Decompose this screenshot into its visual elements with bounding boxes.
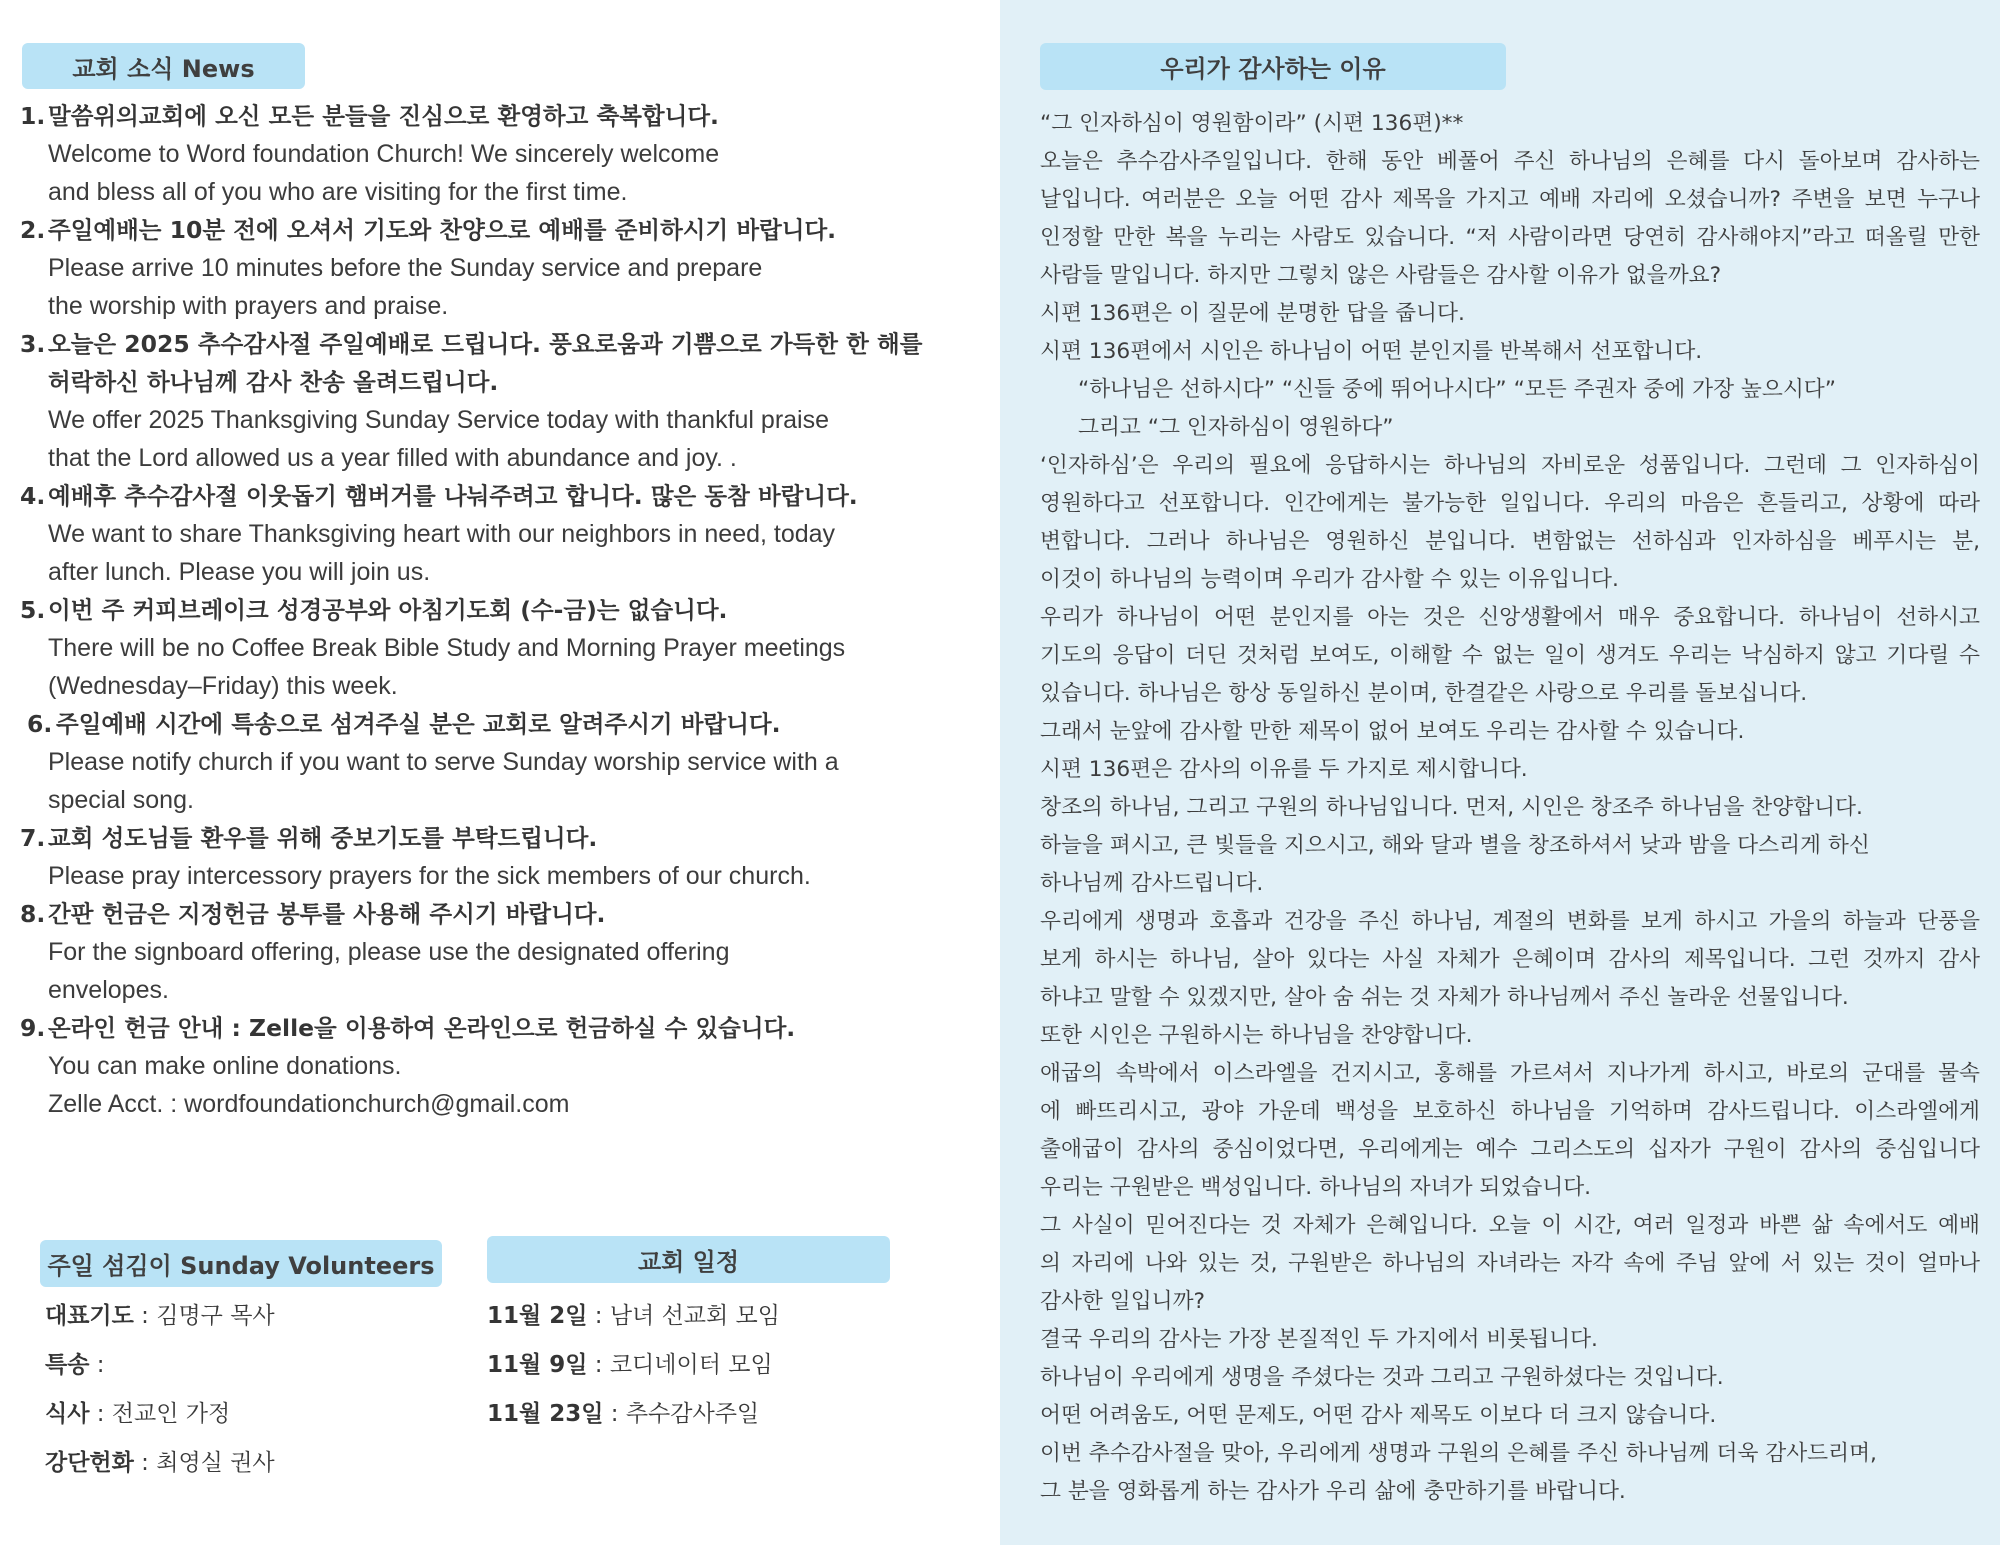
news-item	[20, 97, 980, 211]
news-item-number: 2.	[20, 216, 46, 244]
schedule-heading: 교회 일정	[487, 1236, 890, 1283]
news-list	[20, 97, 980, 1123]
sermon-line: 그리고 “그 인자하심이 영원하다”	[1078, 415, 1394, 440]
sermon-line: 그 분을 영화롭게 하는 감사가 우리 삶에 충만하기를 바랍니다.	[1040, 1479, 1626, 1504]
news-item-korean: 말씀위의교회에 오신 모든 분들을 진심으로 환영하고 축복합니다.	[48, 102, 719, 130]
sermon-line: 하냐고 말할 수 있겠지만, 살아 숨 쉬는 것 자체가 하나님께서 주신 놀라운 선물입니다.	[1040, 985, 1849, 1010]
news-item-number: 6.	[27, 710, 53, 738]
news-item	[20, 211, 980, 325]
news-item-number: 1.	[20, 102, 46, 130]
news-item	[20, 1009, 980, 1123]
sermon-line: 시편 136편에서 시인은 하나님이 어떤 분인지를 반복해서 선포합니다.	[1040, 339, 1703, 364]
volunteers-list	[45, 1292, 275, 1488]
schedule-date: 11월 2일	[487, 1303, 588, 1329]
schedule-event: : 남녀 선교회 모임	[587, 1303, 780, 1329]
sermon-line: 그래서 눈앞에 감사할 만한 제목이 없어 보여도 우리는 감사할 수 있습니다.	[1040, 719, 1745, 744]
news-item	[20, 705, 980, 819]
news-item-english: Please notify church if you want to serve Sunday worship service with a special song.	[48, 748, 839, 814]
volunteer-row	[45, 1439, 275, 1488]
news-item-korean: 온라인 헌금 안내 : Zelle을 이용하여 온라인으로 헌금하실 수 있습니다.	[48, 1014, 796, 1042]
sermon-line: 영원하다고 선포합니다. 인간에게는 불가능한 일입니다. 우리의 마음은 흔들리고, 상황에 따라	[1040, 491, 1980, 516]
news-item	[20, 819, 980, 895]
volunteer-row	[45, 1390, 275, 1439]
sermon-line: 에 빠뜨리시고, 광야 가운데 백성을 보호하신 하나님을 기억하며 감사드립니다. 이스라엘에게	[1040, 1099, 1980, 1124]
sermon-line: 이것이 하나님의 능력이며 우리가 감사할 수 있는 이유입니다.	[1040, 567, 1619, 592]
sermon-line: 하나님이 우리에게 생명을 주셨다는 것과 그리고 구원하셨다는 것입니다.	[1040, 1365, 1724, 1390]
sermon-line: 보게 하시는 하나님, 살아 있다는 사실 자체가 은혜이며 감사의 제목입니다. 그런 것까지 감사	[1040, 947, 1980, 972]
sermon-line: 어떤 어려움도, 어떤 문제도, 어떤 감사 제목도 이보다 더 크지 않습니다.	[1040, 1403, 1717, 1428]
news-item-english: You can make online donations. Zelle Acct. : wordfoundationchurch@gmail.com	[48, 1052, 570, 1118]
volunteer-role: 특송	[45, 1352, 90, 1378]
sermon-line: 감사한 일입니까?	[1040, 1289, 1206, 1314]
schedule-row	[487, 1390, 780, 1439]
sermon-line: 하늘을 펴시고, 큰 빛들을 지으시고, 해와 달과 별을 창조하셔서 낮과 밤을 다스리게 하신	[1040, 833, 1870, 858]
volunteers-heading: 주일 섬김이 Sunday Volunteers	[40, 1240, 442, 1287]
news-item-number: 8.	[20, 900, 46, 928]
volunteer-role: 식사	[45, 1401, 90, 1427]
sermon-line: “하나님은 선하시다” “신들 중에 뛰어나시다” “모든 주권자 중에 가장 높으시다”	[1078, 377, 1836, 402]
sermon-line: 결국 우리의 감사는 가장 본질적인 두 가지에서 비롯됩니다.	[1040, 1327, 1598, 1352]
news-item-english: We offer 2025 Thanksgiving Sunday Service today with thankful praise that the Lord allowed us a year filled with abundance and joy. .	[48, 406, 830, 472]
sermon-line: 시편 136편은 이 질문에 분명한 답을 줍니다.	[1040, 301, 1465, 326]
volunteer-row	[45, 1341, 275, 1390]
sermon-line: 우리가 하나님이 어떤 분인지를 아는 것은 신앙생활에서 매우 중요합니다. 하나님이 선하시고	[1040, 605, 1980, 630]
sermon-line: 우리에게 생명과 호흡과 건강을 주신 하나님, 계절의 변화를 보게 하시고 가을의 하늘과 단풍을	[1040, 909, 1980, 934]
news-item-number: 3.	[20, 330, 46, 358]
volunteer-name: : 전교인 가정	[89, 1401, 231, 1427]
news-item-english: For the signboard offering, please use the designated offering envelopes.	[48, 938, 730, 1004]
news-item-korean: 오늘은 2025 추수감사절 주일예배로 드립니다. 풍요로움과 기쁨으로 가득한 한 해를 허락하신 하나님께 감사 찬송 올려드립니다.	[48, 330, 923, 396]
sermon-line: 날입니다. 여러분은 오늘 어떤 감사 제목을 가지고 예배 자리에 오셨습니까? 주변을 보면 누구나	[1040, 187, 1980, 212]
news-item-korean: 이번 주 커피브레이크 성경공부와 아침기도회 (수-금)는 없습니다.	[48, 596, 728, 624]
sermon-line: 변합니다. 그러나 하나님은 영원하신 분입니다. 변함없는 선하심과 인자하심을 베푸시는 분,	[1040, 529, 1980, 554]
news-item-english: There will be no Coffee Break Bible Study and Morning Prayer meetings (Wednesday–Friday) this week.	[48, 634, 846, 700]
sermon-line: 또한 시인은 구원하시는 하나님을 찬양합니다.	[1040, 1023, 1473, 1048]
sermon-line: 사람들 말입니다. 하지만 그렇치 않은 사람들은 감사할 이유가 없을까요?	[1040, 263, 1722, 288]
sermon-line: 의 자리에 나와 있는 것, 구원받은 하나님의 자녀라는 자각 속에 주님 앞에 서 있는 것이 얼마나	[1040, 1251, 1980, 1276]
sermon-line: 인정할 만한 복을 누리는 사람도 있습니다. “저 사람이라면 당연히 감사해야지”라고 떠올릴 만한	[1040, 225, 1980, 250]
sermon-line: 우리는 구원받은 백성입니다. 하나님의 자녀가 되었습니다.	[1040, 1175, 1592, 1200]
sermon-line: ‘인자하심’은 우리의 필요에 응답하시는 하나님의 자비로운 성품입니다. 그런데 그 인자하심이	[1040, 453, 1980, 478]
schedule-date: 11월 9일	[487, 1352, 588, 1378]
sermon-line: 있습니다. 하나님은 항상 동일하신 분이며, 한결같은 사랑으로 우리를 돌보십니다.	[1040, 681, 1808, 706]
sermon-line: 창조의 하나님, 그리고 구원의 하나님입니다. 먼저, 시인은 창조주 하나님을 찬양합니다.	[1040, 795, 1863, 820]
sermon-line: 하나님께 감사드립니다.	[1040, 871, 1264, 896]
sermon-line: 시편 136편은 감사의 이유를 두 가지로 제시합니다.	[1040, 757, 1528, 782]
volunteer-row	[45, 1292, 275, 1341]
volunteer-role: 강단헌화	[45, 1450, 134, 1476]
volunteer-name: : 김명구 목사	[133, 1303, 275, 1329]
sermon-line: 출애굽이 감사의 중심이었다면, 우리에게는 예수 그리스도의 십자가 구원이 감사의 중심입니다	[1040, 1137, 1980, 1162]
sermon-line: 기도의 응답이 더딘 것처럼 보여도, 이해할 수 없는 일이 생겨도 우리는 낙심하지 않고 기다릴 수	[1040, 643, 1980, 668]
news-item	[20, 895, 980, 1009]
news-item-number: 7.	[20, 824, 46, 852]
schedule-list	[487, 1292, 780, 1439]
news-item-english: We want to share Thanksgiving heart with our neighbors in need, today after lunch. Please you will join us.	[48, 520, 836, 586]
news-item-english: Please arrive 10 minutes before the Sunday service and prepare the worship with prayers and praise.	[48, 254, 763, 320]
sermon-line: 오늘은 추수감사주일입니다. 한해 동안 베풀어 주신 하나님의 은혜를 다시 돌아보며 감사하는	[1040, 149, 1980, 174]
news-item	[20, 477, 980, 591]
news-item-korean: 간판 헌금은 지정헌금 봉투를 사용해 주시기 바랍니다.	[48, 900, 606, 928]
news-item-english: Please pray intercessory prayers for the sick members of our church.	[48, 862, 811, 890]
news-item	[20, 325, 980, 477]
sermon-body	[1040, 105, 1980, 1511]
news-item-korean: 예배후 추수감사절 이웃돕기 햄버거를 나눠주려고 합니다. 많은 동참 바랍니다.	[48, 482, 858, 510]
schedule-row	[487, 1292, 780, 1341]
news-heading: 교회 소식 News	[22, 43, 305, 89]
news-item-english: Welcome to Word foundation Church! We sincerely welcome and bless all of you who are visiting for the first time.	[48, 140, 720, 206]
news-item-korean: 주일예배 시간에 특송으로 섬겨주실 분은 교회로 알려주시기 바랍니다.	[56, 710, 781, 738]
schedule-row	[487, 1341, 780, 1390]
volunteer-role: 대표기도	[45, 1303, 134, 1329]
schedule-event: : 추수감사주일	[603, 1401, 760, 1427]
news-item-number: 9.	[20, 1014, 46, 1042]
news-item-korean: 주일예배는 10분 전에 오셔서 기도와 찬양으로 예배를 준비하시기 바랍니다.	[48, 216, 837, 244]
news-item-number: 5.	[20, 596, 46, 624]
sermon-line: “그 인자하심이 영원함이라” (시편 136편)**	[1040, 111, 1464, 136]
sermon-heading: 우리가 감사하는 이유	[1040, 43, 1506, 90]
schedule-date: 11월 23일	[487, 1401, 604, 1427]
sermon-line: 이번 추수감사절을 맞아, 우리에게 생명과 구원의 은혜를 주신 하나님께 더욱 감사드리며,	[1040, 1441, 1877, 1466]
volunteer-name: : 최영실 권사	[133, 1450, 275, 1476]
sermon-line: 그 사실이 믿어진다는 것 자체가 은혜입니다. 오늘 이 시간, 여러 일정과 바쁜 삶 속에서도 예배	[1040, 1213, 1980, 1238]
schedule-event: : 코디네이터 모임	[587, 1352, 773, 1378]
news-item-korean: 교회 성도님들 환우를 위해 중보기도를 부탁드립니다.	[48, 824, 598, 852]
volunteer-name: :	[89, 1352, 105, 1378]
news-item	[20, 591, 980, 705]
sermon-line: 애굽의 속박에서 이스라엘을 건지시고, 홍해를 가르셔서 지나가게 하시고, 바로의 군대를 물속	[1040, 1061, 1980, 1086]
news-item-number: 4.	[20, 482, 46, 510]
